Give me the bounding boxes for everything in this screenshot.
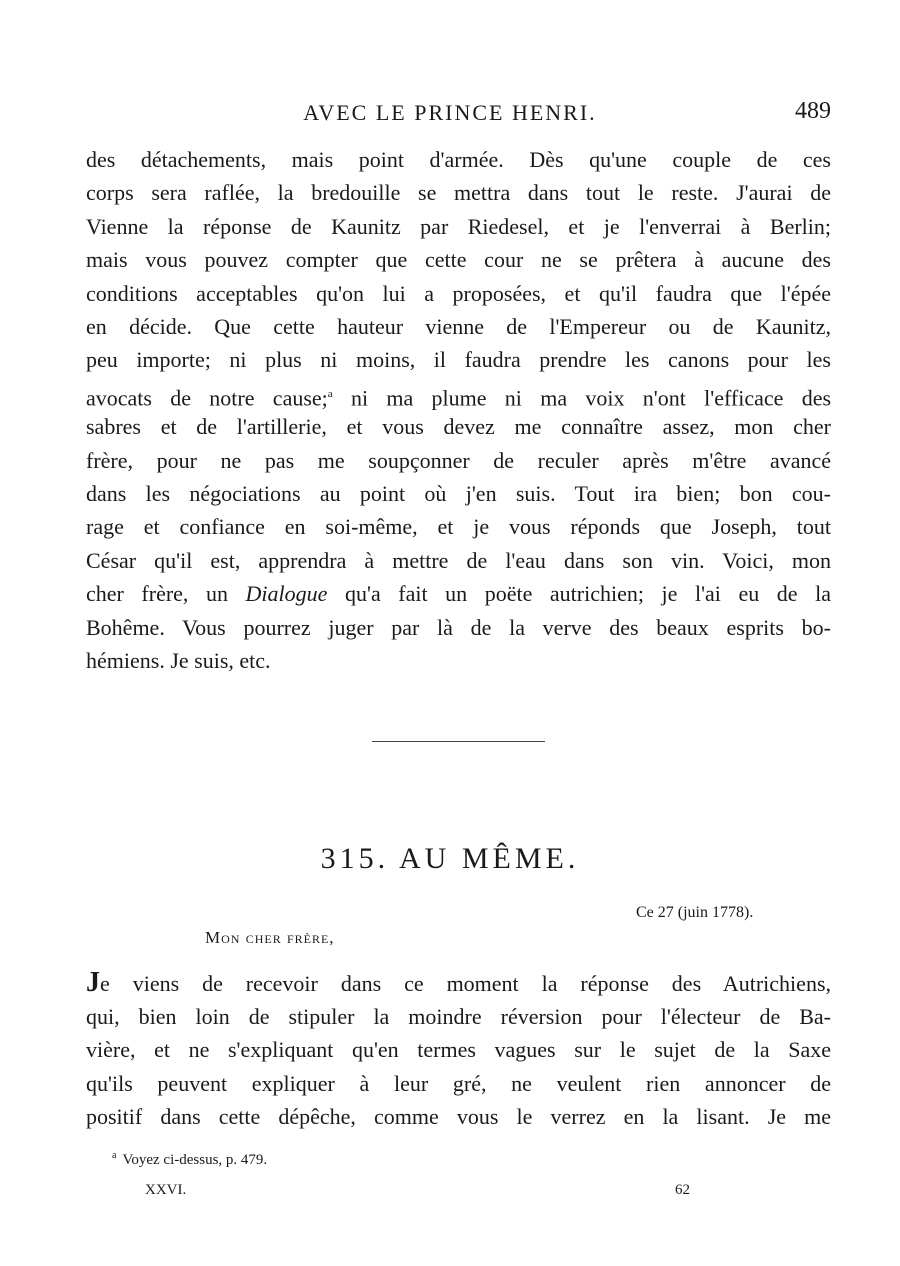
drop-cap: J [86,967,100,998]
text-line: rage et confiance en soi-même, et je vous réponds que Joseph, tout [86,514,831,539]
volume-number: XXVI. [145,1182,187,1198]
text-line: mais vous pouvez compter que cette cour ne se prêtera à aucune des [86,247,831,272]
letter-heading: 315. AU MÊME. [320,842,580,875]
italic-title: Dialogue [245,581,328,606]
footnote-text: Voyez ci-dessus, p. 479. [122,1152,268,1168]
text-line: Vienne la réponse de Kaunitz par Riedesel, et je l'enverrai à Berlin; [86,214,831,239]
text-line: qu'ils peuvent expliquer à leur gré, ne veulent rien annoncer de [86,1071,831,1096]
text-line: positif dans cette dépêche, comme vous le verrez en la lisant. Je me [86,1104,831,1129]
text-line: sabres et de l'artillerie, et vous devez me connaître assez, mon cher [86,414,831,439]
running-head: AVEC LE PRINCE HENRI. [303,100,597,125]
text-line: corps sera raflée, la bredouille se mettra dans tout le reste. J'aurai de [86,180,831,205]
text-line [86,380,831,412]
text-run: ni ma plume ni ma voix n'ont l'efficace des [350,385,832,411]
text-line: en décide. Que cette hauteur vienne de l'Empereur ou de Kaunitz, [86,314,831,339]
text-line: dans les négociations au point où j'en suis. Tout ira bien; bon cou- [86,481,831,506]
footnote-ref[interactable]: a [327,388,333,400]
page-number: 489 [795,98,831,124]
text-line: César qu'il est, apprendra à mettre de l'eau dans son vin. Voici, mon [86,548,831,573]
text-line: qui, bien loin de stipuler la moindre réversion pour l'électeur de Ba- [86,1004,831,1029]
signature-mark: 62 [675,1182,690,1198]
text-run: avocats de notre cause; [86,385,328,411]
salutation: Mon cher frère, [205,928,335,947]
section-divider [372,741,545,742]
text-line: Bohême. Vous pourrez juger par là de la verve des beaux esprits bo- [86,615,831,640]
text-line: hémiens. Je suis, etc. [86,648,271,673]
text-line: des détachements, mais point d'armée. Dès qu'une couple de ces [86,147,831,172]
text-line: frère, pour ne pas me soupçonner de reculer après m'être avancé [86,448,831,473]
text-line [86,580,831,608]
text-run: qu'a fait un poëte autrichien; je l'ai eu de la [345,581,831,606]
text-run: e viens de recevoir dans ce moment la réponse des Autrichiens, [100,971,831,996]
text-line: vière, et ne s'expliquant qu'en termes vagues sur le sujet de la Saxe [86,1037,831,1062]
text-line: conditions acceptables qu'on lui a proposées, et qu'il faudra que l'épée [86,281,831,306]
text-line: peu importe; ni plus ni moins, il faudra prendre les canons pour les [86,347,831,372]
text-run: cher frère, un [86,581,228,606]
footnote-marker: a [112,1150,117,1161]
text-line [86,969,831,998]
footnote [112,1150,267,1169]
letter-date: Ce 27 (juin 1778). [636,904,754,921]
